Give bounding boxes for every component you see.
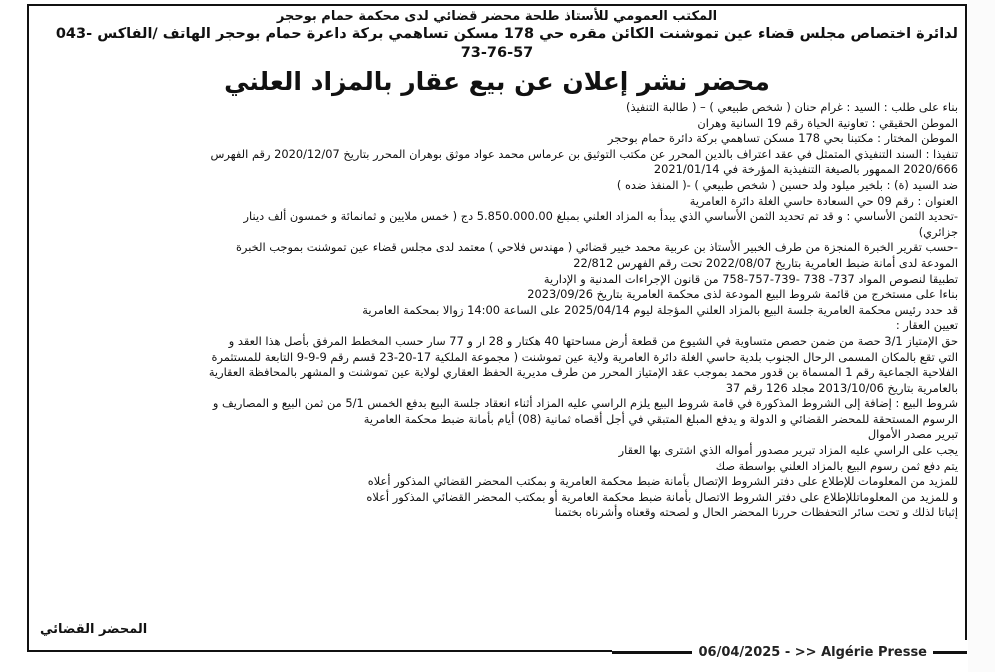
body-line: قد حدد رئيس محكمة العامرية جلسة البيع بالمزاد العلني المؤجلة ليوم 2025/04/14 على الساعة 14:00 زوالا بمحكمة العامرية — [362, 302, 958, 317]
page-edge — [968, 0, 995, 672]
footer-rule-left — [612, 651, 692, 654]
document-title: محضر نشر إعلان عن بيع عقار بالمزاد العلني — [224, 67, 770, 96]
body-line: الفلاحية الجماعية رقم 1 المسماة بن قدور محمد بموجب عقد الإمتياز المحرر من طرف مديرية الحفظ العقاري لولاية عين تموشنت و المشهر بالمحافظة العقارية — [208, 365, 958, 380]
body-line: بناءا على مستخرج من قائمة شروط البيع المودعة لذى محكمة العامرية بتاريخ 2023/09/26 — [527, 287, 958, 302]
body-line: و للمزيد من المعلوماتللإطلاع على دفتر الشروط الاتصال بأمانة ضبط محكمة العامرية أو بمكتب المحضر القضائي المذكور أعلاه — [366, 489, 958, 504]
body-line: 2020/666 الممهور بالصيغة التنفيذية المؤرخة في 2021/01/14 — [653, 162, 958, 177]
body-line: الموطن المختار : مكتبنا بحي 178 مسكن تساهمي بركة دائرة حمام بوحجر — [607, 131, 958, 146]
office-header: المكتب العمومي للأستاذ طلحة محضر قضائي لدى محكمة حمام بوحجر — [276, 9, 718, 24]
body-line: حق الإمتياز 3/1 حصة من ضمن حصص متساوية في الشيوع من قطعة أرض مساحتها 40 هكتار و 28 ار و 77 سار حسب المخطط المرفق بأصل هذا العقد و — [228, 333, 958, 348]
body-line: إثباتا لذلك و تحت سائر التحفظات حررنا المحضر الحال و لصحته وقعناه وأشرناه بختمنا — [554, 505, 958, 520]
footer-rule-right — [933, 651, 967, 654]
signature-label: المحضر القضائي — [40, 622, 148, 637]
body-line: الموطن الحقيقي : تعاونية الحياة رقم 19 السانية وهران — [697, 115, 958, 130]
body-line: تعيين العقار : — [895, 318, 958, 333]
body-line: الرسوم المستحقة للمحضر القضائي و الدولة و يدفع المبلغ المتبقي في أجل أقصاه ثمانية (08) أيام بأمانة ضبط محكمة العامرية — [363, 411, 958, 426]
body-line: يتم دفع ثمن رسوم البيع بالمزاد العلني بواسطة صك — [715, 458, 958, 473]
body-line: للمزيد من المعلومات للإطلاع على دفتر الشروط الإتصال بأمانة ضبط محكمة العامرية و بمكتب المحضر القضائي المذكور أعلاه — [367, 474, 958, 489]
body-line: يجب على الراسي عليه المزاد تبرير مصدور أمواله الذي اشترى بها العقار — [618, 443, 958, 458]
body-line: شروط البيع : إضافة إلى الشروط المذكورة في قامة شروط البيع يلزم الراسي عليه المزاد أثناء انعقاد جلسة البيع بدفع الخمس 5/1 من ثمن البيع و المصاريف و — [212, 396, 958, 411]
body-line: -حسب تقرير الخبرة المنجزة من طرف الخبير الأستاذ بن عربية محمد خيير قضائي ( مهندس فلاحي ) معتمد لدى مجلس قضاء عين تموشنت بموجب الخبرة — [235, 240, 958, 255]
footer-source: 06/04/2025 - >> Algérie Presse — [698, 644, 927, 660]
document-body — [36, 100, 958, 521]
body-line: ضد السيد (ة) : بلخير ميلود ولد حسين ( شخص طبيعي ) -( المنفذ ضده ) — [616, 177, 958, 192]
body-line: تبرير مصدر الأموال — [867, 427, 958, 442]
body-line: العنوان : رقم 09 حي السعادة حاسي الغلة دائرة العامرية — [689, 193, 958, 208]
body-line: جزائري) — [918, 224, 958, 239]
document-content — [36, 8, 958, 521]
body-line: تطبيقا لنصوص المواد 737- 738 -739-757-758 من قانون الإجراءات المدنية و الإدارية — [543, 271, 958, 286]
body-line: تنفيذا : السند التنفيذي المتمثل في عقد اعتراف بالدين المحرر عن مكتب التوثيق بن عرماس محمد عواد موثق بوهران المحرر بتاريخ 2020/12/07 رقم الفهرس — [210, 146, 958, 161]
body-line: المودعة لدى أمانة ضبط العامرية بتاريخ 2022/08/07 تحت رقم الفهرس 22/812 — [573, 255, 958, 270]
body-line: بناء على طلب : السيد : غرام حنان ( شخص طبيعي ) – ( طالبة التنفيذ) — [626, 100, 958, 114]
body-line: -تحديد الثمن الأساسي : و قد تم تحديد الثمن الأساسي الذي يبدأ به المزاد العلني بمبلغ 5.850.000.00 دج ( خمس ملايين و ثمانمائة و خمسون ألف دينار — [243, 209, 958, 224]
jurisdiction-line: لدائرة اختصاص مجلس قضاء عين تموشنت الكائن مقره حي 178 مسكن تساهمي بركة داعرة حمام بوحجر الهاتف /الفاكس -043 — [55, 26, 958, 42]
phone-number: 73-76-57 — [460, 45, 534, 61]
body-line: بالعامرية بتاريخ 2013/10/06 مجلد 126 رقم 37 — [725, 380, 958, 395]
body-line: التي تقع بالمكان المسمى الرحال الجنوب بلدية حاسي الغلة دائرة العامرية ولاية عين تموشنت ( مجموعة الملكية 17-20-23 قسم رقم 9-9-9 التابعة للمستثمرة — [211, 349, 958, 364]
footer — [612, 640, 967, 664]
